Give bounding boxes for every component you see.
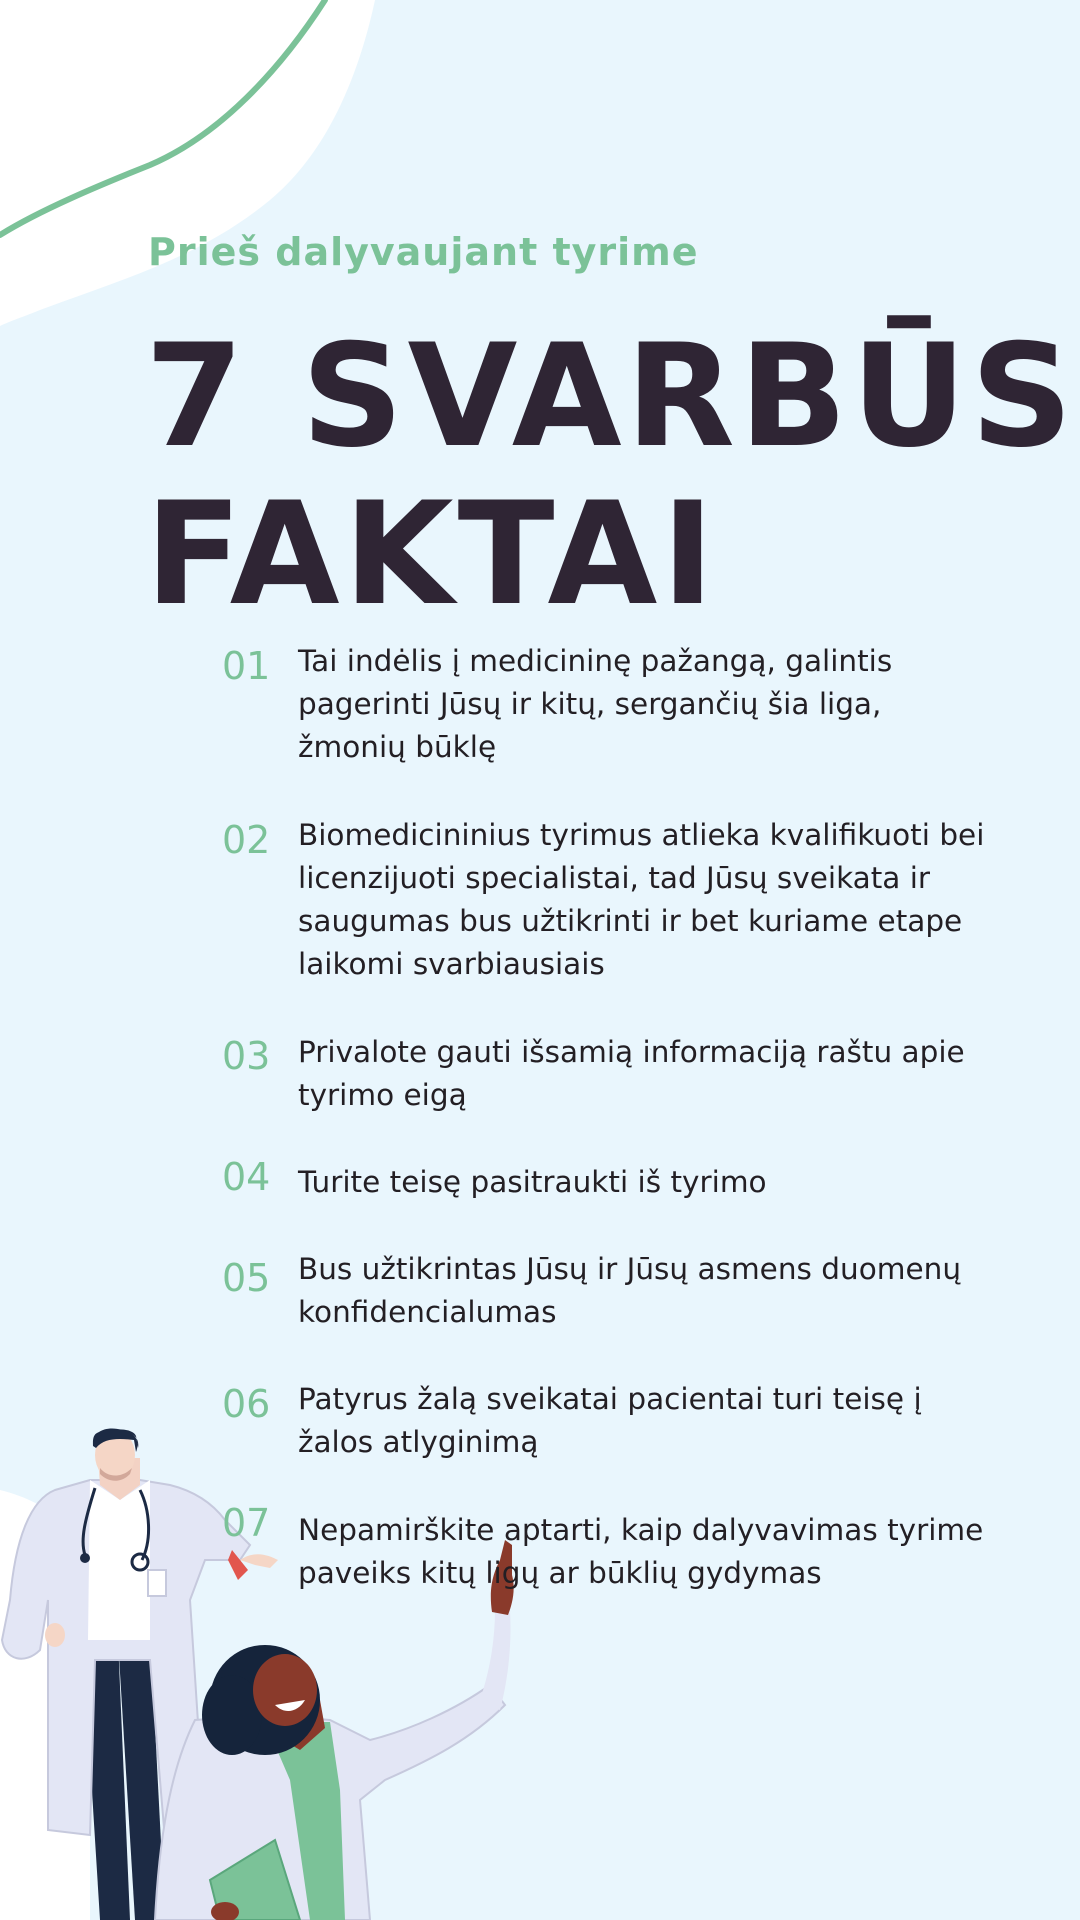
fact-text: Turite teisę pasitraukti iš tyrimo: [298, 1165, 767, 1199]
fact-number: 01: [222, 644, 271, 688]
fact-number: 05: [222, 1256, 271, 1300]
female-doctor-illustration: [155, 1540, 514, 1920]
white-blob-shape: [0, 0, 375, 326]
fact-text: Patyrus žalą sveikatai pacientai turi teisę į žalos atlyginimą: [298, 1382, 922, 1459]
fact-text: Privalote gauti išsamią informaciją raštu apie tyrimo eigą: [298, 1035, 965, 1112]
title-line-2: FAKTAI: [145, 472, 719, 637]
fact-number: 07: [222, 1501, 271, 1545]
fact-text: Nepamirškite aptarti, kaip dalyvavimas tyrime paveiks kitų ligų ar būklių gydymas: [298, 1513, 984, 1590]
fact-number: 02: [222, 818, 271, 862]
fact-text: Bus užtikrintas Jūsų ir Jūsų asmens duomenų konfidencialumas: [298, 1252, 962, 1329]
fact-text: Biomedicininius tyrimus atlieka kvalifikuoti bei licenzijuoti specialistai, tad Jūsų sveikata ir saugumas bus užtikrinti ir bet kuriame etape laikomi svarbiausiais: [298, 818, 985, 981]
page-title: [145, 314, 1077, 637]
fact-text: Tai indėlis į medicininę pažangą, galintis pagerinti Jūsų ir kitų, sergančių šia liga, žmonių būklę: [298, 644, 893, 764]
fact-number: 06: [222, 1382, 271, 1426]
subtitle: Prieš dalyvaujant tyrime: [148, 230, 699, 274]
title-line-1: 7 SVARBŪS: [145, 314, 1077, 479]
fact-number: 04: [222, 1155, 271, 1199]
fact-number: 03: [222, 1034, 271, 1078]
